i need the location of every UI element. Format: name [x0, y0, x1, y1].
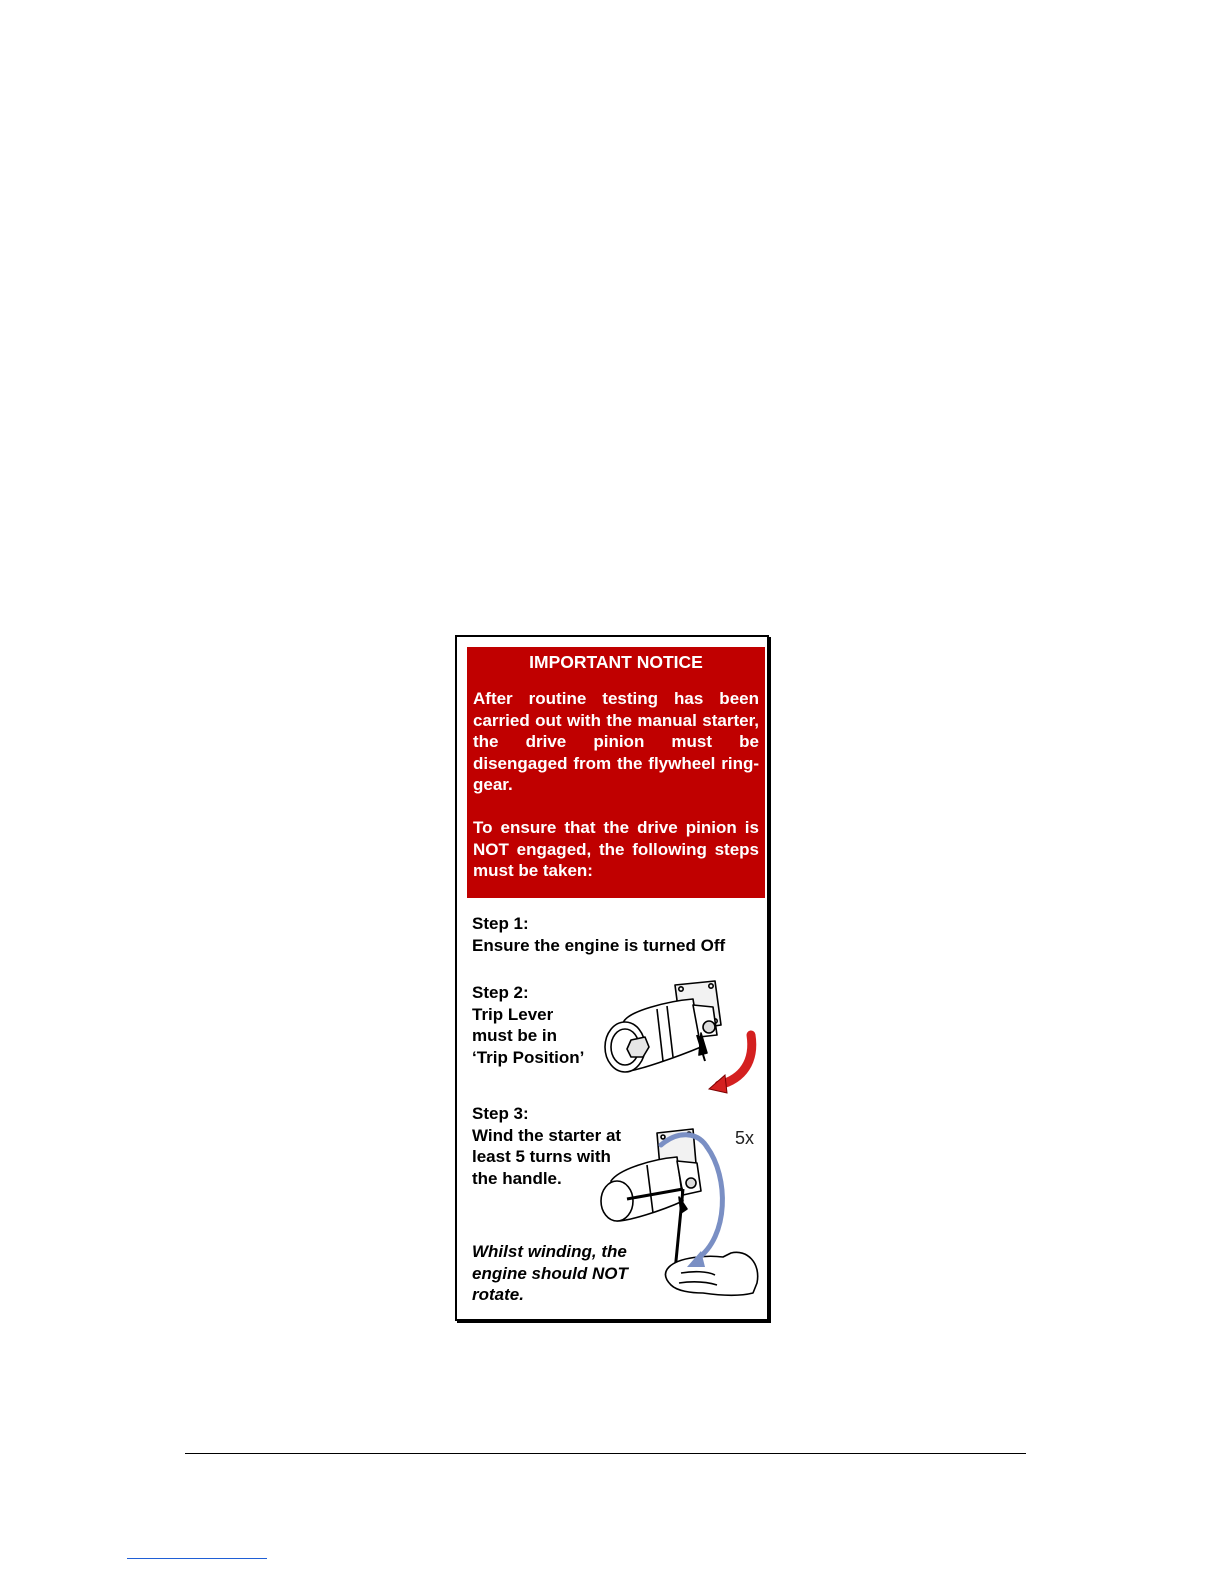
- notice-title: IMPORTANT NOTICE: [529, 652, 703, 672]
- warning-line-2: engine should NOT: [472, 1263, 628, 1283]
- blue-rotation-arrow-icon: [697, 1147, 722, 1259]
- step-3-line-3: the handle.: [472, 1168, 562, 1188]
- notice-paragraph-1: After routine testing has been carried out with the manual starter, the drive pinion must be disengaged from the flywheel ring-gear.: [473, 689, 759, 795]
- step-2-line-3: ‘Trip Position’: [472, 1047, 585, 1067]
- step-2-line-2: must be in: [472, 1026, 558, 1046]
- warning-line-3: rotate.: [472, 1285, 524, 1305]
- footer-divider: [185, 1453, 1026, 1454]
- step-3-line-2: least 5 turns with: [472, 1147, 611, 1167]
- starter-motor-trip-lever-illustration: [597, 977, 767, 1095]
- footer-link-underline[interactable]: [127, 1558, 267, 1559]
- step-3-line-1: Wind the starter at: [472, 1125, 622, 1145]
- step-2-heading: Step 2:: [472, 983, 529, 1002]
- notice-card: [455, 635, 769, 1321]
- warning-text: [472, 1241, 628, 1306]
- step-1-heading: Step 1:: [472, 914, 529, 933]
- step-2-line-1: Trip Lever: [472, 1004, 554, 1024]
- notice-red-panel: [467, 647, 765, 898]
- notice-paragraph-2: To ensure that the drive pinion is NOT engaged, the following steps must be taken:: [473, 817, 759, 881]
- step-3-heading: Step 3:: [472, 1104, 529, 1123]
- step-1: [472, 913, 725, 956]
- step-1-text: Ensure the engine is turned Off: [472, 935, 726, 955]
- step-2: [472, 982, 584, 1068]
- warning-line-1: Whilst winding, the: [472, 1242, 627, 1261]
- repeat-count-label: 5x: [735, 1128, 755, 1148]
